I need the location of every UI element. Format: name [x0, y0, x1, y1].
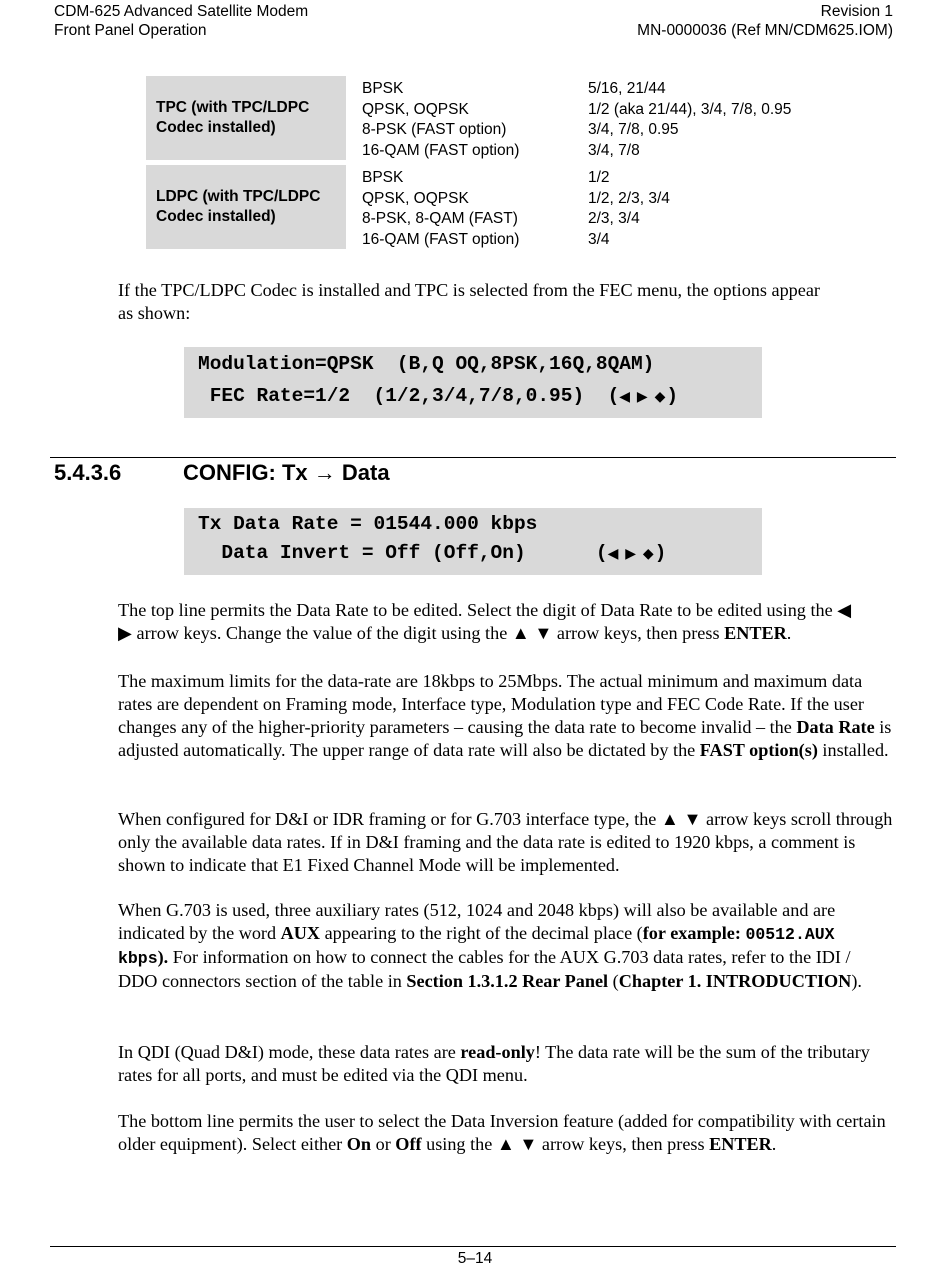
lcd-line-modulation: Modulation=QPSK (B,Q OQ,8PSK,16Q,8QAM)	[198, 353, 655, 375]
fec-rates: 2/3, 3/4	[588, 210, 640, 227]
header-manual-number: MN-0000036 (Ref MN/CDM625.IOM)	[637, 21, 893, 39]
bold-term: read-only	[460, 1042, 535, 1062]
paragraph-data-rate-limits	[118, 670, 893, 762]
intro-paragraph-line: as shown:	[118, 303, 191, 323]
page-header-right	[637, 3, 893, 40]
header-chapter-title: Front Panel Operation	[54, 21, 207, 39]
fec-row	[362, 141, 842, 162]
paragraph-text: installed.	[817, 740, 889, 760]
intro-paragraph	[118, 279, 893, 325]
bold-term: for example:	[642, 923, 746, 943]
fec-row	[362, 120, 842, 141]
paragraph-g703-aux	[118, 899, 893, 993]
paragraph-text: (	[608, 971, 619, 991]
paragraph-qdi-mode	[118, 1041, 893, 1087]
fec-rates: 1/2, 2/3, 3/4	[588, 189, 670, 207]
fec-row	[362, 168, 842, 189]
paragraph-text: or	[371, 1134, 396, 1154]
arrow-keys-icon: ◀ ▶ ◆	[619, 389, 667, 405]
fec-rates: 3/4	[588, 230, 610, 248]
example-value: 00512.AUX kbps	[118, 925, 835, 968]
paragraph-line: The top line permits the Data Rate to be edited. Select the digit of Data Rate to be edited using the ◀	[118, 600, 852, 620]
arrow-keys-icon: ◀ ▶ ◆	[607, 546, 655, 562]
fec-modulation: QPSK, OQPSK	[362, 189, 469, 207]
fec-group-label-line: Codec installed)	[156, 119, 276, 136]
lcd-data-invert-text: Data Invert = Off (Off,On) (	[198, 542, 608, 564]
bold-term: On	[346, 1134, 372, 1154]
fec-row	[362, 209, 842, 230]
fec-row	[362, 230, 842, 251]
section-divider	[50, 457, 896, 458]
paragraph-text: ).	[851, 971, 862, 991]
lcd-display-tx-data	[184, 508, 762, 575]
page-number: 5–14	[457, 1250, 493, 1267]
paragraph-text: The maximum limits for the data-rate are 18kbps to 25Mbps. The actual minimum and maximum data rates are dependent on Framing mode, Interface type, Modulation type and FEC Code Rate. If the user changes any of the higher-priority parameters – causing the data rate to become invalid – the	[118, 671, 864, 737]
fec-modulation: QPSK, OQPSK	[362, 100, 469, 118]
paragraph-top-line	[118, 599, 893, 645]
fec-modulation: 8-PSK (FAST option)	[362, 121, 507, 138]
paragraph-text: .	[771, 1134, 777, 1154]
paragraph-text: When G.703 is used, three auxiliary rates (512, 1024 and 2048 kbps) will also be available and are indicated by the word	[118, 900, 836, 943]
lcd-close-paren: )	[666, 385, 679, 407]
lcd-fec-rate-text: FEC Rate=1/2 (1/2,3/4,7/8,0.95) (	[198, 385, 620, 407]
bold-term: Off	[395, 1134, 422, 1154]
header-document-title: CDM-625 Advanced Satellite Modem	[54, 3, 309, 20]
fec-modulation: 16-QAM (FAST option)	[362, 230, 520, 248]
paragraph-text: For information on how to connect the cables for the AUX G.703 data rates, refer to the IDI / DDO connectors section of the table in	[118, 947, 851, 991]
enter-key-label: ENTER	[709, 1134, 772, 1154]
bold-term: AUX	[280, 923, 321, 943]
fec-rates: 3/4, 7/8	[588, 141, 640, 159]
fec-modulation: BPSK	[362, 80, 404, 97]
fec-group-label-line: TPC (with TPC/LDPC	[156, 99, 310, 116]
lcd-line-data-rate: Tx Data Rate = 01544.000 kbps	[198, 513, 538, 535]
lcd-line-data-invert	[198, 542, 666, 564]
fec-group-label-line: Codec installed)	[156, 208, 276, 225]
footer-divider	[50, 1246, 896, 1247]
fec-modulation: BPSK	[362, 169, 404, 186]
paragraph-text: appearing to the right of the decimal place (	[320, 923, 643, 943]
paragraph-text: ! The data rate will be the sum of the tributary rates for all ports, and must be edited via the QDI menu.	[118, 1042, 870, 1085]
paragraph-di-idr-framing: When configured for D&I or IDR framing or for G.703 interface type, the ▲ ▼ arrow keys scroll through only the available data rates. If in D&I framing and the data rate is edited to 1920 kbps, a comment is shown to indicate that E1 Fixed Channel Mode will be implemented.	[118, 809, 893, 875]
paragraph-line	[118, 622, 893, 645]
section-reference: Section 1.3.1.2 Rear Panel	[406, 971, 609, 991]
paragraph-data-inversion	[118, 1110, 893, 1156]
section-number: 5.4.3.6	[54, 460, 122, 485]
paragraph-text: The bottom line permits the user to select the Data Inversion feature (added for compatibility with certain older equipment). Select either	[118, 1111, 886, 1154]
fec-group-label	[146, 76, 346, 160]
section-title: CONFIG: Tx → Data	[183, 460, 390, 485]
fec-options-table	[146, 76, 836, 254]
fec-row	[362, 79, 842, 100]
header-revision: Revision 1	[820, 3, 893, 20]
lcd-close-paren: )	[654, 542, 667, 564]
bold-term: Data Rate	[796, 717, 875, 737]
fec-group-label-line: LDPC (with TPC/LDPC	[156, 188, 321, 205]
enter-key-label: ENTER	[724, 623, 787, 643]
fec-row	[362, 189, 842, 210]
paragraph-text: In QDI (Quad D&I) mode, these data rates are	[118, 1042, 461, 1062]
chapter-reference: Chapter 1. INTRODUCTION	[618, 971, 852, 991]
lcd-display-fec	[184, 347, 762, 418]
paragraph-text: using the ▲ ▼ arrow keys, then press	[421, 1134, 710, 1154]
bold-term: FAST option(s)	[699, 740, 818, 760]
intro-paragraph-line: If the TPC/LDPC Codec is installed and TPC is selected from the FEC menu, the options appear	[118, 280, 820, 300]
fec-rates: 1/2	[588, 169, 610, 186]
fec-rates: 3/4, 7/8, 0.95	[588, 121, 679, 138]
fec-group-label	[146, 165, 346, 249]
fec-rates: 1/2 (aka 21/44), 3/4, 7/8, 0.95	[588, 100, 792, 118]
page-header-left	[54, 3, 308, 40]
fec-modulation: 16-QAM (FAST option)	[362, 141, 520, 159]
paragraph-text: is adjusted automatically. The upper range of data rate will also be dictated by the	[118, 717, 892, 760]
bold-term: ).	[157, 947, 169, 967]
fec-group-ldpc	[146, 165, 836, 249]
fec-modulation: 8-PSK, 8-QAM (FAST)	[362, 210, 518, 227]
fec-rates: 5/16, 21/44	[588, 80, 666, 97]
paragraph-text: ▶ arrow keys. Change the value of the digit using the ▲ ▼ arrow keys, then press	[118, 623, 725, 643]
paragraph-text: .	[786, 623, 792, 643]
lcd-line-fec-rate	[198, 385, 678, 407]
fec-group-tpc	[146, 76, 836, 160]
fec-row	[362, 100, 842, 121]
